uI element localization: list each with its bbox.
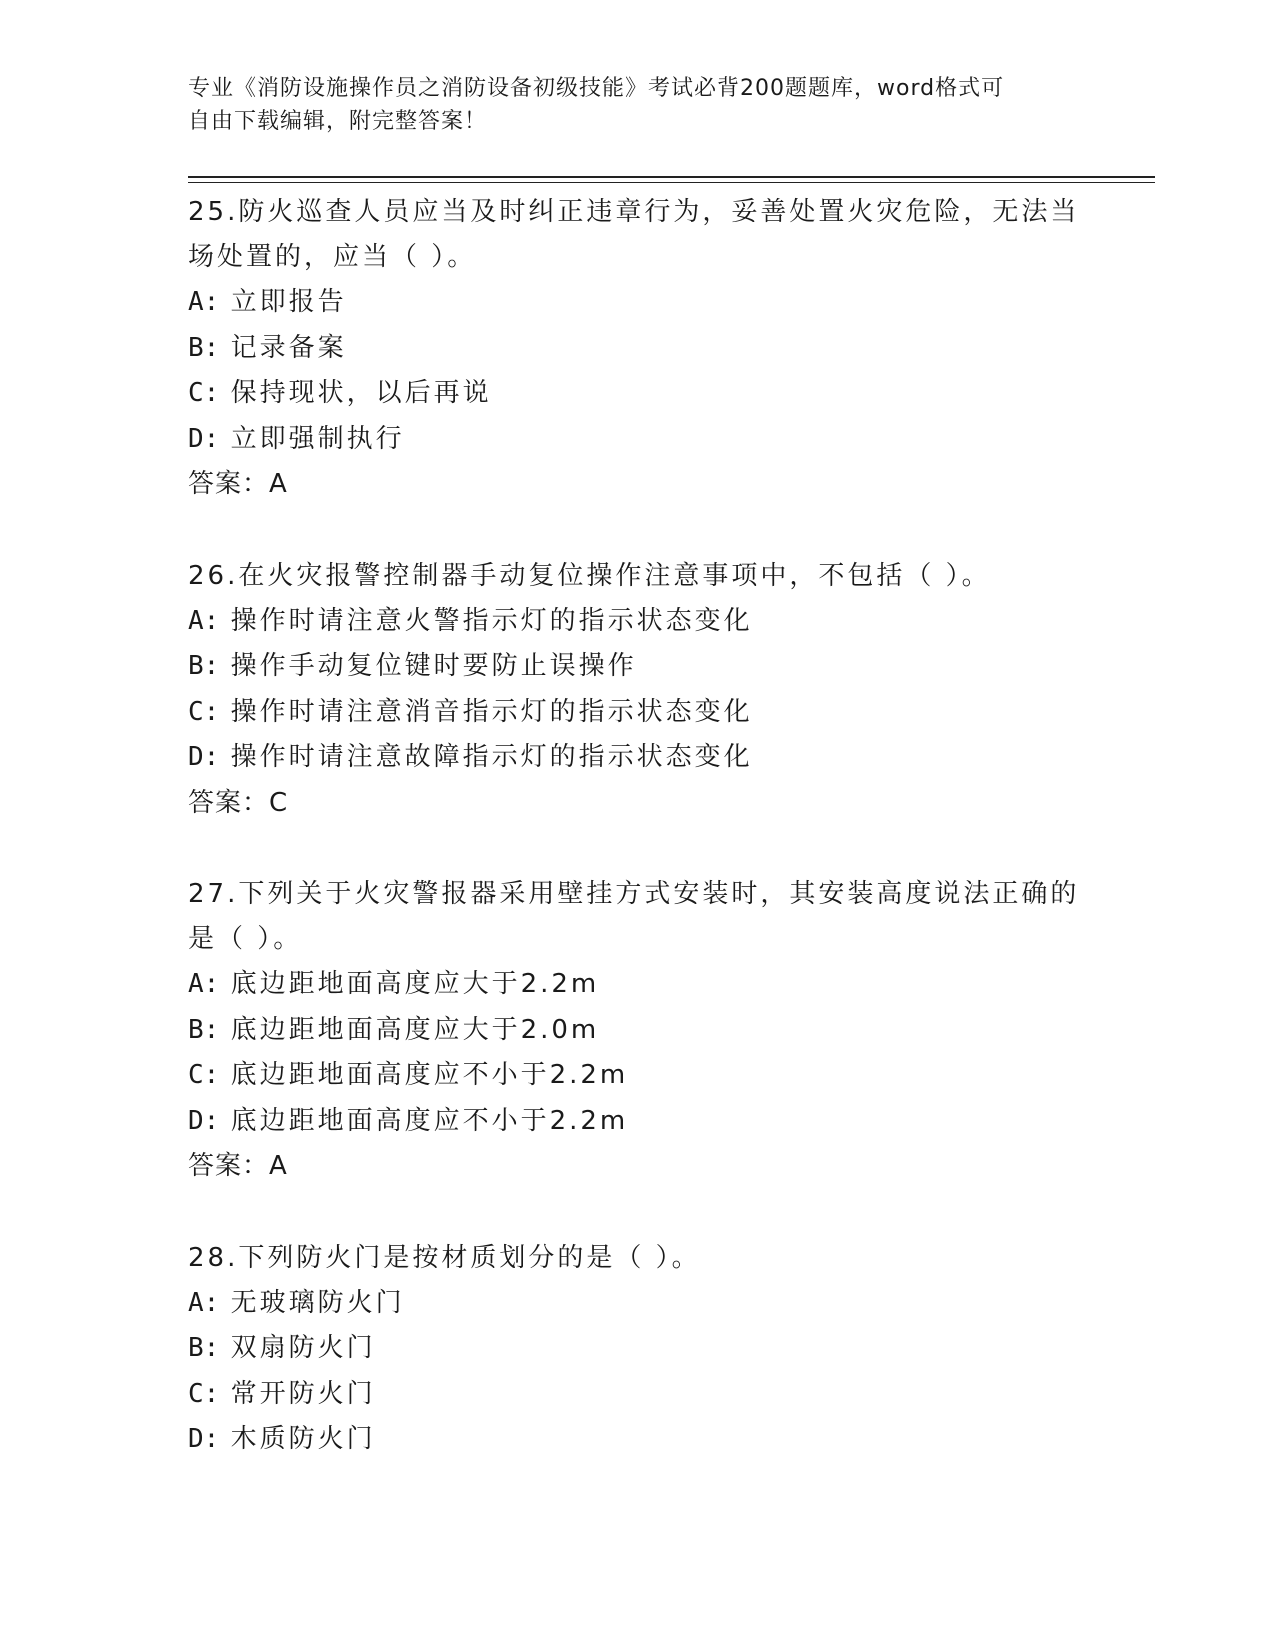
header-line-1: 专业《消防设施操作员之消防设备初级技能》考试必背200题题库，word格式可: [188, 76, 1005, 101]
option-text: 木质防火门: [230, 1424, 376, 1454]
answer-line: 答案：C: [188, 787, 289, 818]
option-letter: A:: [188, 969, 220, 999]
question-list: [188, 190, 1088, 1463]
question-stem-line: 场处置的，应当（ ）。: [188, 242, 477, 272]
option-text: 底边距地面高度应大于2.0m: [230, 1014, 600, 1045]
option-text: 操作时请注意火警指示灯的指示状态变化: [230, 605, 753, 636]
option-text: 双扇防火门: [230, 1333, 376, 1363]
question-stem-line: 27.下列关于火灾警报器采用壁挂方式安装时，其安装高度说法正确的: [188, 879, 1080, 909]
option-text: 立即强制执行: [230, 423, 405, 454]
question-27: [188, 872, 1088, 1190]
option-b: [188, 644, 1088, 690]
option-letter: C:: [188, 1378, 220, 1409]
option-letter: B:: [188, 651, 220, 681]
question-28: [188, 1236, 1088, 1463]
question-stem-line: 是（ ）。: [188, 924, 303, 954]
option-c: [188, 1053, 1088, 1099]
option-letter: D:: [188, 1424, 220, 1454]
question-stem-line: 26.在火灾报警控制器手动复位操作注意事项中，不包括（ ）。: [188, 560, 991, 591]
answer-line: 答案：A: [188, 469, 288, 499]
option-text: 记录备案: [230, 332, 347, 363]
header-line-2: 自由下载编辑，附完整答案！: [188, 109, 488, 134]
option-a: [188, 599, 1088, 645]
option-letter: D:: [188, 742, 220, 772]
option-letter: A:: [188, 1287, 220, 1318]
option-c: [188, 690, 1088, 736]
option-text: 操作时请注意故障指示灯的指示状态变化: [230, 742, 753, 772]
option-d: [188, 735, 1088, 781]
option-d: [188, 1099, 1088, 1145]
option-text: 保持现状，以后再说: [230, 378, 492, 408]
option-c: [188, 371, 1088, 417]
option-letter: C:: [188, 378, 220, 408]
option-letter: C:: [188, 1060, 220, 1090]
header-divider: [188, 176, 1155, 178]
option-d: [188, 1417, 1088, 1463]
option-text: 底边距地面高度应不小于2.2m: [230, 1105, 629, 1136]
option-letter: B:: [188, 332, 220, 363]
option-text: 无玻璃防火门: [230, 1287, 405, 1318]
question-25: [188, 190, 1088, 508]
option-text: 操作手动复位键时要防止误操作: [230, 651, 637, 681]
option-c: [188, 1372, 1088, 1418]
option-letter: D:: [188, 423, 220, 454]
option-a: [188, 962, 1088, 1008]
option-text: 立即报告: [230, 287, 347, 317]
option-text: 底边距地面高度应大于2.2m: [230, 969, 600, 999]
option-letter: A:: [188, 605, 220, 636]
option-b: [188, 1326, 1088, 1372]
answer-line: 答案：A: [188, 1151, 288, 1181]
question-26: [188, 554, 1088, 827]
document-header: [188, 72, 1068, 138]
option-d: [188, 417, 1088, 463]
option-letter: B:: [188, 1333, 220, 1363]
option-text: 底边距地面高度应不小于2.2m: [230, 1060, 629, 1090]
option-letter: C:: [188, 696, 220, 727]
question-stem-line: 25.防火巡查人员应当及时纠正违章行为，妥善处置火灾危险，无法当: [188, 197, 1080, 227]
option-a: [188, 280, 1088, 326]
option-b: [188, 326, 1088, 372]
option-letter: D:: [188, 1105, 220, 1136]
option-a: [188, 1281, 1088, 1327]
option-letter: A:: [188, 287, 220, 317]
question-stem-line: 28.下列防火门是按材质划分的是（ ）。: [188, 1242, 701, 1273]
header-divider-thin: [188, 182, 1155, 183]
option-letter: B:: [188, 1014, 220, 1045]
option-text: 常开防火门: [230, 1378, 376, 1409]
option-text: 操作时请注意消音指示灯的指示状态变化: [230, 696, 753, 727]
option-b: [188, 1008, 1088, 1054]
